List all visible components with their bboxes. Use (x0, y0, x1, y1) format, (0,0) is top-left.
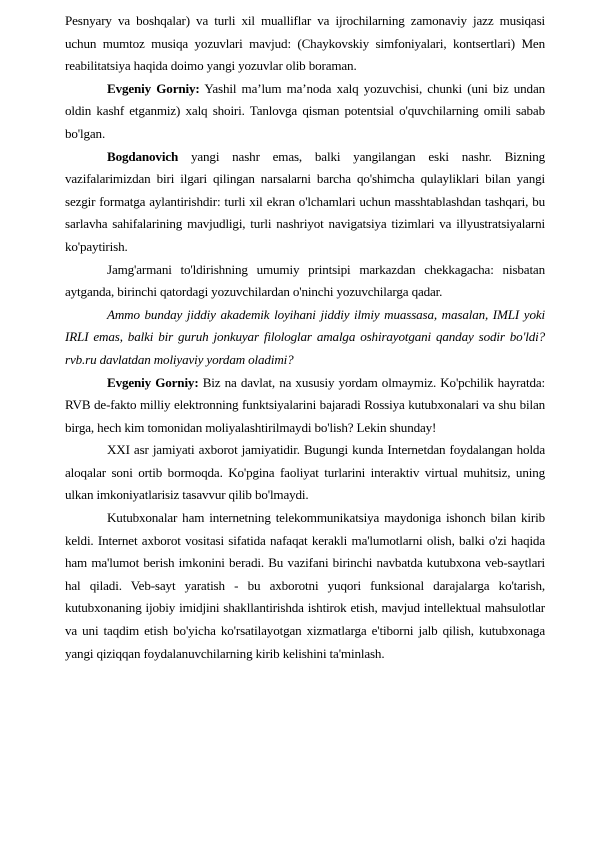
paragraph-gorniy-2 (65, 372, 545, 440)
paragraph-text: Jamg'armani to'ldirishning umumiy printsipi markazdan chekkagacha: nisbatan aytganda, birinchi qatordagi yozuvchilardan o'ninchi yozuvchilarga qadar. (65, 261, 545, 300)
paragraph-gorniy-1 (65, 78, 545, 146)
paragraph-information-society (65, 439, 545, 507)
paragraph-text: Kutubxonalar ham internetning telekommunikatsiya maydoniga ishonch bilan kirib keldi. Internet axborot vositasi sifatida nafaqat kerakli ma'lumotlarni olish, balki o'zi haqida ham ma'lumot berish imkonini beradi. Bu vazifani birinchi navbatda kutubxona veb-saytlari hal qiladi. Veb-sayt yaratish - bu axborotni yuqori funksional darajalarga ko'tarish, kutubxonaning ijobiy imidjini shakllantirishda ishtirok etish, mavjud intellektual mahsulotlar va uni taqdim etish bo'yicha ko'rsatilayotgan xizmatlarga e'tiborni jalb qilish, kutubxonaga yangi qiziqqan foydalanuvchilarning kirib kelishini ta'minlash. (65, 510, 545, 661)
question-text: Ammo bunday jiddiy akademik loyihani jiddiy ilmiy muassasa, masalan, IMLI yoki IRLI emas, balki bir guruh jonkuyar filologlar amalga oshirayotgani qanday sodir bo'ldi? rvb.ru davlatdan moliyaviy yordam oladimi? (65, 306, 545, 367)
speaker-name: Bogdanovich (107, 148, 179, 164)
paragraph-text: Biz na davlat, na xususiy yordam olmaymiz. Ko'pchilik hayratda: RVB de-fakto milliy elektronning funktsiyalarini bajaradi Rossiya kutubxonalari va shu bilan birga, hech kim tomonidan moliyalashtirilmaydi bo'lish? Lekin shunday! (65, 374, 546, 435)
paragraph-text: yangi nashr emas, balki yangilangan eski nashr. Bizning vazifalarimizdan biri ilgari qilingan narsalarni barcha qo'shimcha qulayliklari bilan yangi sezgir formatga aylantirishdir: turli xil ekran o'lchamlari uchun masshtablashdan tashqari, bu sarlavha sahifalarining mavjudligi, turli nashriyot navigatsiya tizimlari va illyustratsiyalarni ko'paytirish. (65, 148, 545, 254)
speaker-name: Evgeniy Gorniy: (107, 80, 200, 96)
paragraph-continuation (65, 10, 545, 78)
paragraph-question (65, 304, 545, 372)
paragraph-text: Pesnyary va boshqalar) va turli xil mualliflar va ijrochilarning zamonaviy jazz musiqasi uchun mumtoz musiqa yozuvlari mavjud: (Chaykovskiy simfoniyalari, kontsertlari) Men reabilitatsiya haqida doimo yangi yozuvlar olib boraman. (65, 13, 545, 74)
paragraph-bogdanovich (65, 146, 545, 259)
paragraph-libraries-internet (65, 507, 545, 665)
speaker-name: Evgeniy Gorniy: (107, 374, 199, 390)
paragraph-fund-principle (65, 259, 545, 304)
paragraph-text: XXI asr jamiyati axborot jamiyatidir. Bugungi kunda Internetdan foydalangan holda aloqalar soni ortib bormoqda. Ko'pgina faoliyat turlarini interaktiv virtual muhitsiz, uning ulkan imkoniyatlarisiz tasavvur qilib bo'lmaydi. (65, 442, 545, 503)
paragraph-text: Yashil ma’lum ma’noda xalq yozuvchisi, chunki (uni biz undan oldin kashf etganmiz) xalq shoiri. Tanlovga qisman potentsial o'quvchilarning omili sabab bo'lgan. (65, 80, 546, 141)
document-page (65, 10, 545, 665)
